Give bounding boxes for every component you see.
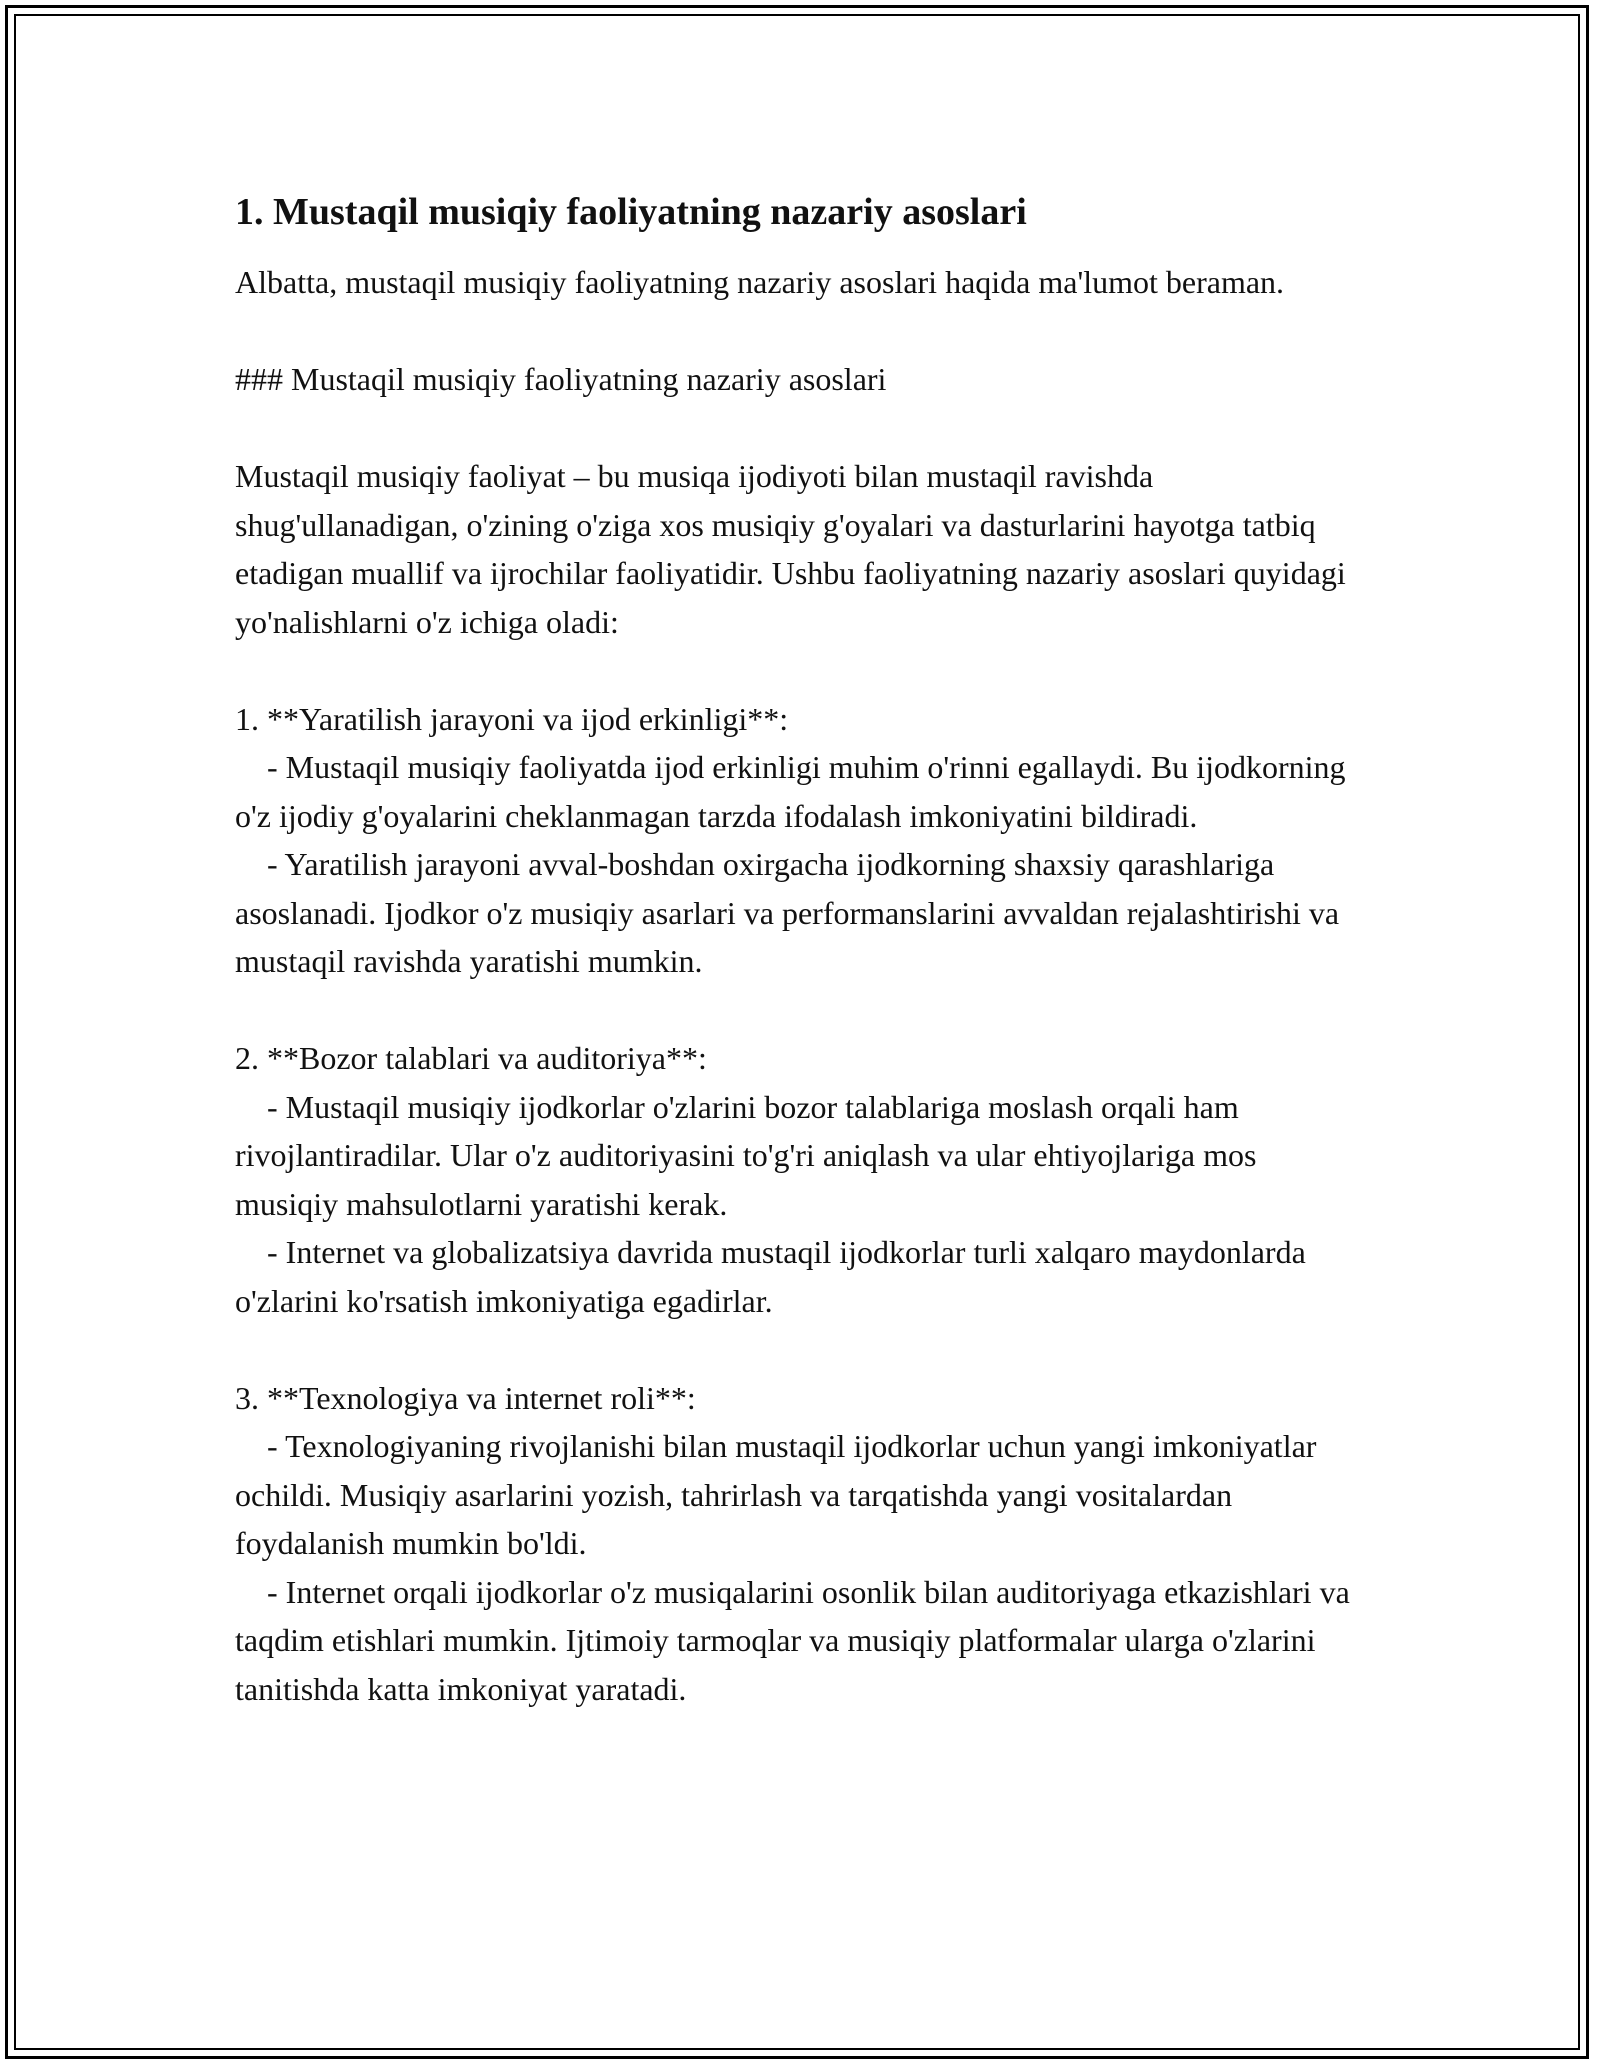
section-point: - Internet orqali ijodkorlar o'z musiqalarini osonlik bilan auditoriyaga etkazishlari va taqdim etishlari mumkin. Ijtimoiy tarmoqlar va musiqiy platformalar ularga o'zlarini tanitishda katta imkoniyat yaratadi.	[235, 1573, 1358, 1707]
paragraph-gap	[235, 646, 1365, 695]
section-3	[235, 1374, 1365, 1714]
section-point: - Texnologiyaning rivojlanishi bilan mustaqil ijodkorlar uchun yangi imkoniyatlar ochildi. Musiqiy asarlarini yozish, tahrirlash va tarqatishda yangi vositalardan foydalanish mumkin bo'ldi.	[235, 1428, 1325, 1561]
section-2	[235, 1034, 1365, 1325]
intro-paragraph: Albatta, mustaqil musiqiy faoliyatning nazariy asoslari haqida ma'lumot beraman.	[235, 264, 1285, 300]
section-point: - Mustaqil musiqiy faoliyatda ijod erkinligi muhim o'rinni egallaydi. Bu ijodkorning o'z ijodiy g'oyalarini cheklanmagan tarzda ifodalash imkoniyatini bildiradi.	[235, 749, 1354, 834]
paragraph-gap	[235, 1325, 1365, 1374]
section-heading: 3. **Texnologiya va internet roli**:	[235, 1379, 696, 1416]
section-1	[235, 695, 1365, 986]
definition-paragraph: Mustaqil musiqiy faoliyat – bu musiqa ijodiyoti bilan mustaqil ravishda shug'ullanadigan, o'zining o'ziga xos musiqiy g'oyalari va dasturlarini hayotga tatbiq etadigan muallif va ijrochilar faoliyatidir. Ushbu faoliyatning nazariy asoslari quyidagi yo'nalishlarni o'z ichiga oladi:	[235, 458, 1354, 640]
paragraph-gap	[235, 986, 1365, 1035]
section-heading: 2. **Bozor talablari va auditoriya**:	[235, 1040, 707, 1076]
paragraph-gap	[235, 404, 1365, 453]
section-point: - Yaratilish jarayoni avval-boshdan oxirgacha ijodkorning shaxsiy qarashlariga asoslanadi. Ijodkor o'z musiqiy asarlari va performanslarini avvaldan rejalashtirishi va mustaqil ravishda yaratishi mumkin.	[235, 846, 1348, 979]
section-point: - Mustaqil musiqiy ijodkorlar o'zlarini bozor talablariga moslash orqali ham rivojlantiradilar. Ular o'z auditoriyasini to'g'ri aniqlash va ular ehtiyojlariga mos musiqiy mahsulotlarni yaratishi kerak.	[235, 1088, 1265, 1222]
subheading: ### Mustaqil musiqiy faoliyatning nazariy asoslari	[235, 361, 887, 397]
paragraph-gap	[235, 307, 1365, 356]
section-heading: 1. **Yaratilish jarayoni va ijod erkinligi**:	[235, 700, 789, 737]
document-title: 1. Mustaqil musiqiy faoliyatning nazariy asoslari	[235, 191, 1027, 233]
section-point: - Internet va globalizatsiya davrida mustaqil ijodkorlar turli xalqaro maydonlarda o'zlarini ko'rsatish imkoniyatiga egadirlar.	[235, 1234, 1314, 1319]
document-body	[235, 188, 1365, 1713]
